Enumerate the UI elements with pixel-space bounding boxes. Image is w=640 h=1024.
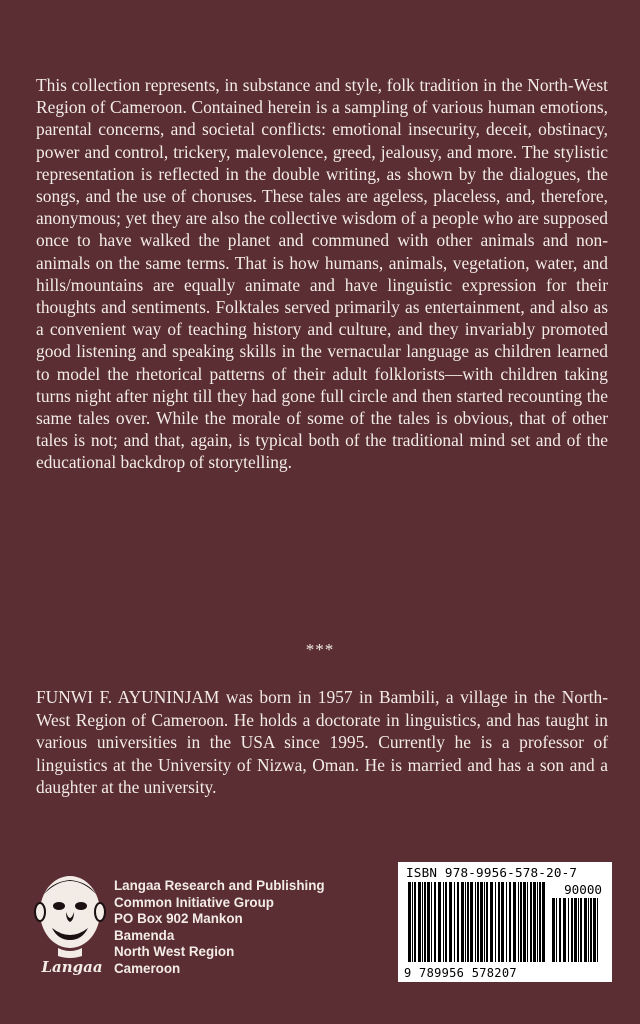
price-barcode-bars: [552, 898, 602, 962]
isbn-barcode: [398, 862, 612, 982]
ean-digits: 9 789956 578207: [404, 966, 517, 980]
publisher-line: Cameroon: [114, 960, 181, 976]
ean-barcode-bars: [408, 882, 548, 962]
publisher-line: North West Region: [114, 944, 235, 960]
back-cover-blurb: This collection represents, in substance and style, folk tradition in the North-West Region of Cameroon. Contained herein is a sampling of various human emotions, parental concerns, and societal conflicts: emotional insecurity, deceit, obstinacy, power and control, trickery, malevolence, greed, jealousy, and more. The stylistic representation is reflected in the double writing, as shown by the dialogues, the songs, and the use of choruses. These tales are ageless, placeless, and, therefore, anonymous; yet they are also the collective wisdom of a people who are supposed once to have walked the planet and communed with other animals and non-animals on the same terms. That is how humans, animals, vegetation, water, and hills/mountains are equally animate and have linguistic expression for their thoughts and sentiments. Folktales served primarily as entertainment, and also as a convenient way of teaching history and culture, and they invariably promoted good listening and speaking skills in the vernacular language as children learned to model the rhetorical patterns of their adult folklorists—with children taking turns night after night till they had gone full circle and then started recounting the same tales over. While the morale of some of the tales is obvious, that of other tales is not; and that, again, is typical both of the traditional mind set and of the educational backdrop of storytelling.: [36, 75, 608, 473]
publisher-line: Bamenda: [114, 927, 175, 943]
isbn-text: ISBN 978-9956-578-20-7: [406, 865, 578, 880]
price-code: 90000: [564, 882, 602, 897]
section-separator: ***: [305, 640, 335, 659]
author-bio: FUNWI F. AYUNINJAM was born in 1957 in Bambili, a village in the North-West Region of Cameroon. He holds a doctorate in linguistics, and has taught in various universities in the USA since 1995. Currently he is a professor of linguistics at the University of Nizwa, Oman. He is married and has a son and a daughter at the university.: [36, 687, 608, 798]
publisher-line: PO Box 902 Mankon: [114, 911, 243, 927]
publisher-line: Common Initiative Group: [114, 894, 274, 910]
langaa-logo-text: Langaa: [41, 958, 103, 976]
publisher-address: [114, 878, 325, 978]
publisher-line: Langaa Research and Publishing: [114, 878, 325, 893]
